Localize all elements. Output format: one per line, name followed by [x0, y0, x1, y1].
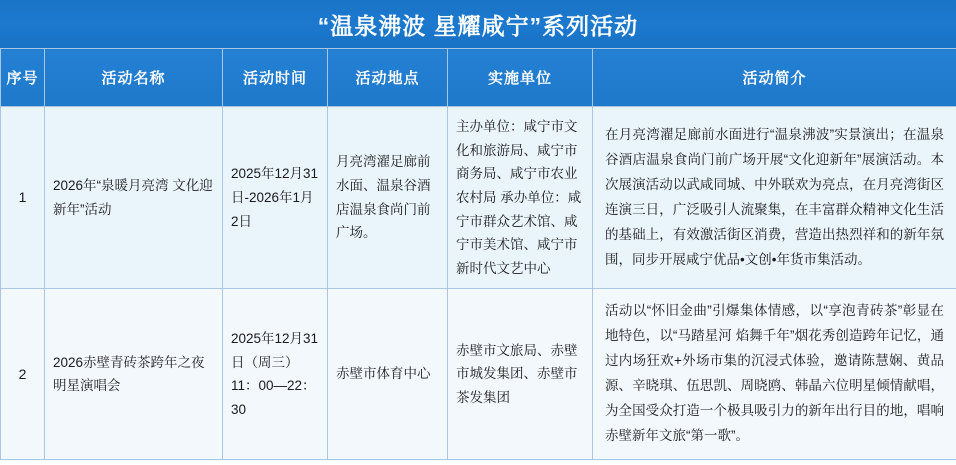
- table-header: [1, 49, 956, 107]
- column-header-index: 序号: [1, 49, 45, 107]
- cell-index: 2: [1, 289, 45, 460]
- cell-activity-unit: 主办单位：咸宁市文化和旅游局、咸宁市商务局、咸宁市农业农村局 承办单位：咸宁市群众艺术馆、咸宁市美术馆、咸宁市新时代文艺中心: [448, 107, 593, 289]
- activity-table: [0, 48, 956, 460]
- cell-activity-time: 2025年12月31日-2026年1月2日: [223, 107, 328, 289]
- cell-activity-description: 活动以“怀旧金曲”引爆集体情感，以“享泡青砖茶”彰显在地特色，以“马踏星河 焰舞千年”烟花秀创造跨年记忆，通过内场狂欢+外场市集的沉浸式体验，邀请陈慧娴、黄品源、辛晓琪、伍思凯、周晓鸥、韩晶六位明星倾情献唱，为全国受众打造一个极具吸引力的新年出行目的地，唱响赤壁新年文旅“第一歌”。: [593, 289, 956, 460]
- column-header-time: 活动时间: [223, 49, 328, 107]
- cell-activity-time: 2025年12月31日（周三）11：00—22：30: [223, 289, 328, 460]
- cell-activity-place: 月亮湾濯足廊前水面、温泉谷酒店温泉食尚门前广场。: [328, 107, 448, 289]
- table-row: [1, 289, 956, 460]
- table-header-row: [1, 49, 956, 107]
- column-header-name: 活动名称: [45, 49, 223, 107]
- cell-index: 1: [1, 107, 45, 289]
- column-header-place: 活动地点: [328, 49, 448, 107]
- column-header-unit: 实施单位: [448, 49, 593, 107]
- page-title: [0, 0, 956, 48]
- cell-activity-place: 赤壁市体育中心: [328, 289, 448, 460]
- table-body: [1, 107, 956, 460]
- cell-activity-name: 2026赤壁青砖茶跨年之夜明星演唱会: [45, 289, 223, 460]
- cell-activity-unit: 赤壁市文旅局、赤壁市城发集团、赤壁市茶发集团: [448, 289, 593, 460]
- table-row: [1, 107, 956, 289]
- column-header-description: 活动简介: [593, 49, 956, 107]
- cell-activity-name: 2026年“泉暖月亮湾 文化迎新年”活动: [45, 107, 223, 289]
- page-title-text: “温泉沸波 星耀咸宁”系列活动: [317, 12, 639, 39]
- cell-activity-description: 在月亮湾濯足廊前水面进行“温泉沸波”实景演出；在温泉谷酒店温泉食尚门前广场开展“文化迎新年”展演活动。本次展演活动以武咸同城、中外联欢为亮点，在月亮湾街区连演三日，广泛吸引人流聚集，在丰富群众精神文化生活的基础上，有效激活街区消费，营造出热烈祥和的新年氛围，同步开展咸宁优品•文创•年货市集活动。: [593, 107, 956, 289]
